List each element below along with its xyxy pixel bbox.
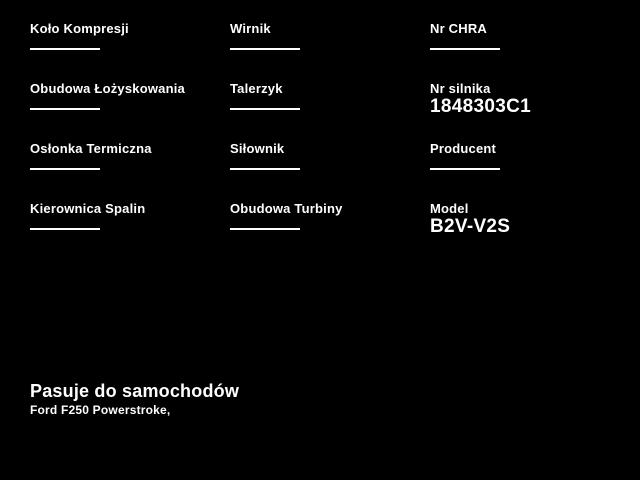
field-blank-line [30, 108, 100, 110]
field-nr-silnika [430, 82, 610, 142]
field-nr-chra [430, 22, 610, 82]
field-label: Osłonka Termiczna [30, 141, 152, 156]
field-oslonka-termiczna [30, 142, 230, 202]
field-blank-line [30, 228, 100, 230]
field-blank-line [230, 48, 300, 50]
field-label: Obudowa Łożyskowania [30, 81, 185, 96]
field-wirnik [230, 22, 430, 82]
field-label: Talerzyk [230, 81, 283, 96]
fitment-vehicles: Ford F250 Powerstroke, [30, 403, 171, 417]
field-label: Kierownica Spalin [30, 201, 146, 216]
field-kierownica-spalin [30, 202, 230, 262]
field-blank-line [430, 48, 500, 50]
field-blank-line [30, 168, 100, 170]
field-kolo-kompresji [30, 22, 230, 82]
field-label: Wirnik [230, 21, 271, 36]
field-label: Nr silnika [430, 81, 491, 96]
field-producent [430, 142, 610, 202]
field-label: Siłownik [230, 141, 285, 156]
field-obudowa-turbiny [230, 202, 430, 262]
field-label: Nr CHRA [430, 21, 488, 36]
field-talerzyk [230, 82, 430, 142]
field-blank-line [230, 228, 300, 230]
field-label: Obudowa Turbiny [230, 201, 343, 216]
field-model [430, 202, 610, 262]
field-label: Koło Kompresji [30, 21, 129, 36]
fitment-section [30, 381, 239, 417]
fitment-heading: Pasuje do samochodów [30, 381, 240, 401]
field-obudowa-lozyskowania [30, 82, 230, 142]
spec-grid [30, 22, 610, 262]
field-blank-line [30, 48, 100, 50]
field-blank-line [430, 168, 500, 170]
field-label: Model [430, 201, 469, 216]
field-value: B2V-V2S [430, 216, 511, 237]
field-value: 1848303C1 [430, 96, 531, 117]
field-blank-line [230, 168, 300, 170]
field-blank-line [230, 108, 300, 110]
field-silownik [230, 142, 430, 202]
field-label: Producent [430, 141, 497, 156]
